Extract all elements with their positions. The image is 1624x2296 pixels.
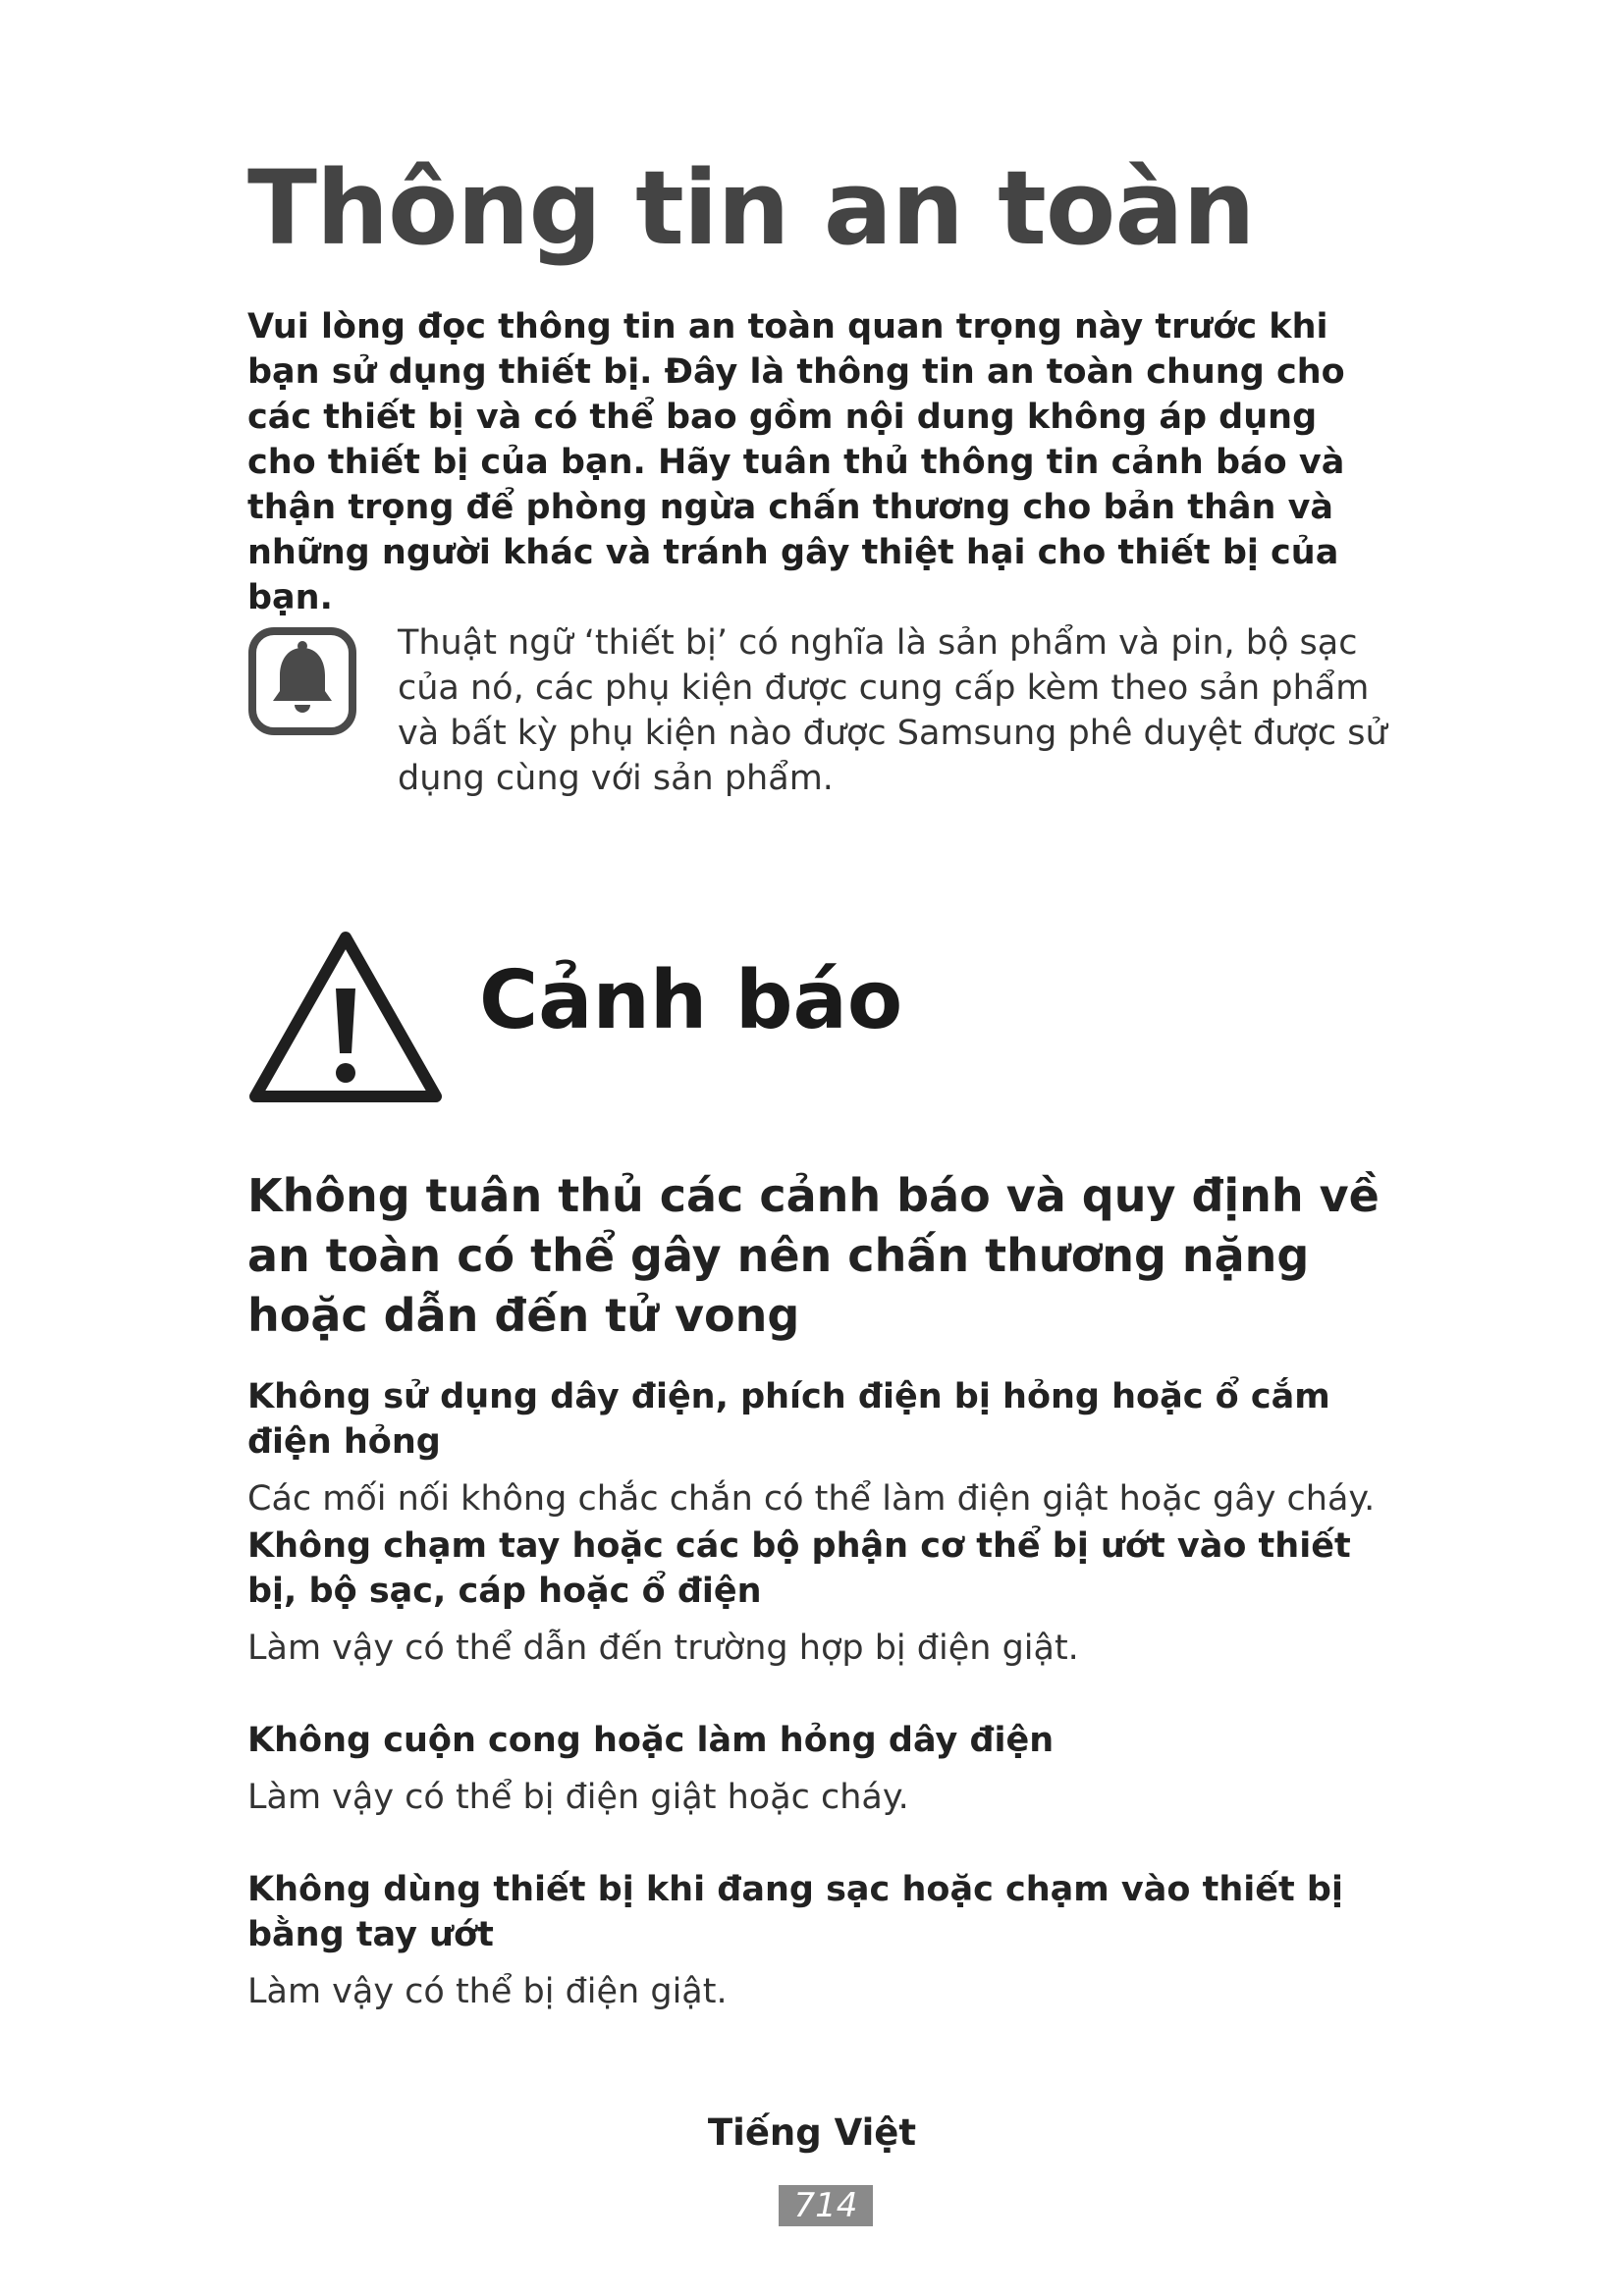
warning-item-body: Làm vậy có thể dẫn đến trường hợp bị điện giật. (247, 1629, 1079, 1668)
warning-item-body: Làm vậy có thể bị điện giật hoặc cháy. (247, 1778, 909, 1817)
warning-subheading: Không tuân thủ các cảnh báo và quy định về an toàn có thể gây nên chấn thương nặng hoặc dẫn đến tử vong (247, 1169, 1380, 1342)
warning-item (247, 1867, 1347, 2014)
page-number: 714 (779, 2185, 873, 2226)
warning-item (247, 1374, 1406, 1522)
warning-item-title: Không sử dụng dây điện, phích điện bị hỏng hoặc ổ cắm điện hỏng (247, 1377, 1330, 1462)
warning-item-title: Không dùng thiết bị khi đang sạc hoặc chạm vào thiết bị bằng tay ướt (247, 1870, 1343, 1954)
warning-item-body: Làm vậy có thể bị điện giật. (247, 1972, 728, 2011)
warning-item-title: Không cuộn cong hoặc làm hỏng dây điện (247, 1721, 1055, 1760)
warning-triangle-icon (247, 928, 444, 1104)
warning-item (247, 1523, 1406, 1671)
warning-item-body: Các mối nối không chắc chắn có thể làm điện giật hoặc gây cháy. (247, 1479, 1376, 1519)
warning-item-title: Không chạm tay hoặc các bộ phận cơ thể bị ướt vào thiết bị, bộ sạc, cáp hoặc ổ điện (247, 1526, 1351, 1611)
warning-item (247, 1718, 1406, 1820)
footer-language: Tiếng Việt (707, 2111, 917, 2154)
intro-paragraph: Vui lòng đọc thông tin an toàn quan trọng này trước khi bạn sử dụng thiết bị. Đây là thông tin an toàn chung cho các thiết bị và có thể bao gồm nội dung không áp dụng cho thiết bị của bạn. Hãy tuân thủ thông tin cảnh báo và thận trọng để phòng ngừa chấn thương cho bản thân và những người khác và tránh gây thiệt hại cho thiết bị của bạn. (247, 307, 1345, 617)
note-text: Thuật ngữ ‘thiết bị’ có nghĩa là sản phẩm và pin, bộ sạc của nó, các phụ kiện được cung cấp kèm theo sản phẩm và bất kỳ phụ kiện nào được Samsung phê duyệt được sử dụng cùng với sản phẩm. (398, 623, 1387, 798)
notice-bell-icon (247, 626, 357, 736)
page-title: Thông tin an toàn (247, 148, 1255, 268)
section-title: Cảnh báo (479, 954, 903, 1047)
